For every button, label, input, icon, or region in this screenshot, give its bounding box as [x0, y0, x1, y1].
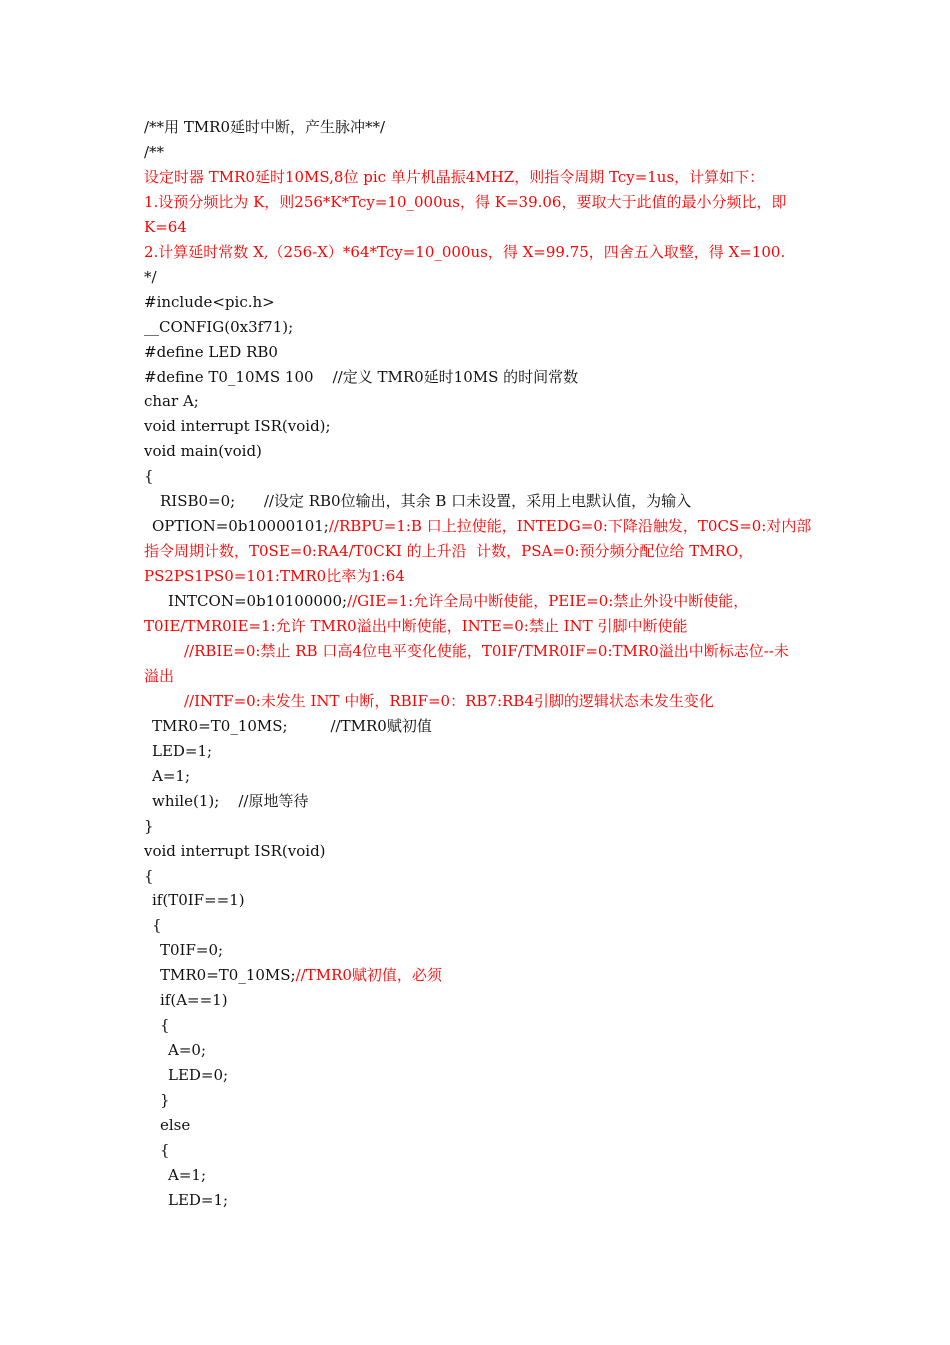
- text-line: [144, 639, 854, 664]
- code-text: if(T0IF==1): [152, 891, 245, 910]
- code-text: RISB0=0; //设定 RB0位输出，其余 B 口未设置，采用上电默认值，为输入: [160, 492, 692, 511]
- comment-text: K=64: [144, 217, 187, 236]
- text-line: [144, 913, 822, 938]
- code-text: /**用 TMR0延时中断，产生脉冲**/: [144, 118, 386, 136]
- comment-text: 指令周期计数，T0SE=0:RA4/T0CKI 的上升沿 计数，PSA=0:预分频分配位给 TMRO，: [144, 542, 754, 561]
- text-line: [144, 963, 830, 988]
- comment-text: T0IE/TMR0IE=1:允许 TMR0溢出中断使能，INTE=0:禁止 INT 引脚中断使能: [144, 617, 688, 635]
- comment-text: //INTF=0:未发生 INT 中断，RBIF=0：RB7:RB4引脚的逻辑状态未发生变化: [184, 691, 714, 710]
- text-line: [144, 814, 814, 839]
- text-line: [144, 1088, 830, 1113]
- code-text: OPTION=0b10000101;: [152, 517, 329, 536]
- text-line: [144, 539, 814, 564]
- code-text: }: [160, 1091, 170, 1109]
- text-line: [144, 589, 838, 614]
- text-line: [144, 365, 814, 390]
- text-line: [144, 290, 814, 315]
- code-text: if(A==1): [160, 991, 228, 1010]
- code-text: */: [144, 267, 157, 286]
- code-text: while(1); //原地等待: [152, 791, 309, 810]
- comment-text: //RBPU=1:B 口上拉使能，INTEDG=0:下降沿触发，T0CS=0:对内部: [328, 517, 812, 536]
- code-text: char A;: [144, 392, 199, 411]
- code-text: #include<pic.h>: [144, 292, 275, 311]
- comment-text: 溢出: [144, 666, 175, 685]
- code-text: T0IF=0;: [160, 941, 224, 960]
- comment-text: 1.设预分频比为 K，则256*K*Tcy=10_000us，得 K=39.06，要取大于此值的最小分频比，即: [144, 192, 787, 211]
- text-line: [144, 689, 854, 714]
- text-line: [144, 1113, 830, 1138]
- text-line: [144, 714, 822, 739]
- code-text: TMR0=T0_10MS; //TMR0赋初值: [152, 716, 432, 735]
- code-text: LED=1;: [168, 1190, 229, 1209]
- code-text: INTCON=0b10100000;: [168, 592, 348, 610]
- text-line: [144, 190, 814, 215]
- text-line: [144, 564, 814, 589]
- comment-text: 设定时器 TMR0延时10MS,8位 pic 单片机晶振4MHZ，则指令周期 Tcy=1us，计算如下：: [144, 167, 765, 186]
- text-line: [144, 414, 814, 439]
- text-line: [144, 464, 814, 489]
- code-text: void interrupt ISR(void): [144, 841, 326, 860]
- code-text: {: [152, 916, 162, 935]
- text-line: [144, 614, 814, 639]
- comment-text: //GIE=1:允许全局中断使能，PEIE=0:禁止外设中断使能，: [347, 592, 749, 610]
- text-line: [144, 240, 814, 265]
- text-line: [144, 988, 830, 1013]
- text-line: [144, 439, 814, 464]
- text-line: [144, 864, 814, 889]
- code-text: {: [144, 866, 154, 885]
- text-line: [144, 764, 822, 789]
- text-line: [144, 1063, 838, 1088]
- text-line: [144, 215, 814, 240]
- text-line: [144, 1188, 838, 1213]
- text-line: [144, 340, 814, 365]
- comment-text: //TMR0赋初值，必须: [295, 966, 442, 985]
- text-line: [144, 265, 814, 290]
- text-line: [144, 165, 814, 190]
- code-text: LED=0;: [168, 1066, 229, 1085]
- code-text: void main(void): [144, 442, 262, 461]
- text-line: [144, 839, 814, 864]
- text-line: [144, 489, 830, 514]
- code-text: }: [144, 816, 154, 835]
- text-line: [144, 888, 822, 913]
- code-text: {: [160, 1140, 170, 1159]
- code-text: void interrupt ISR(void);: [144, 417, 331, 436]
- text-line: [144, 664, 814, 689]
- code-text: else: [160, 1116, 191, 1134]
- text-line: [144, 1013, 830, 1038]
- text-line: [144, 938, 830, 963]
- text-line: [144, 315, 814, 340]
- text-line: [144, 1138, 830, 1163]
- comment-text: PS2PS1PS0=101:TMR0比率为1:64: [144, 567, 405, 586]
- code-text: #define LED RB0: [144, 342, 278, 361]
- text-line: [144, 1163, 838, 1188]
- code-text: __CONFIG(0x3f71);: [144, 317, 294, 336]
- code-text: {: [160, 1016, 170, 1035]
- code-text: TMR0=T0_10MS;: [160, 966, 296, 985]
- code-text: #define T0_10MS 100 //定义 TMR0延时10MS 的时间常数: [144, 367, 579, 386]
- text-line: [144, 739, 822, 764]
- comment-text: //RBIE=0:禁止 RB 口高4位电平变化使能，T0IF/TMR0IF=0:TMR0溢出中断标志位--未: [184, 641, 789, 660]
- code-text: LED=1;: [152, 741, 213, 760]
- code-text: A=1;: [152, 766, 190, 785]
- text-line: [144, 1038, 838, 1063]
- code-text: A=0;: [168, 1041, 206, 1060]
- text-line: [144, 789, 822, 814]
- code-text: /**: [144, 142, 165, 161]
- text-line: [144, 389, 814, 414]
- text-line: [144, 115, 814, 140]
- text-line: [144, 140, 814, 165]
- code-text: {: [144, 467, 154, 486]
- text-line: [144, 514, 822, 539]
- comment-text: 2.计算延时常数 X,（256-X）*64*Tcy=10_000us，得 X=99.75，四舍五入取整，得 X=100.: [144, 242, 786, 261]
- code-text: A=1;: [168, 1165, 206, 1184]
